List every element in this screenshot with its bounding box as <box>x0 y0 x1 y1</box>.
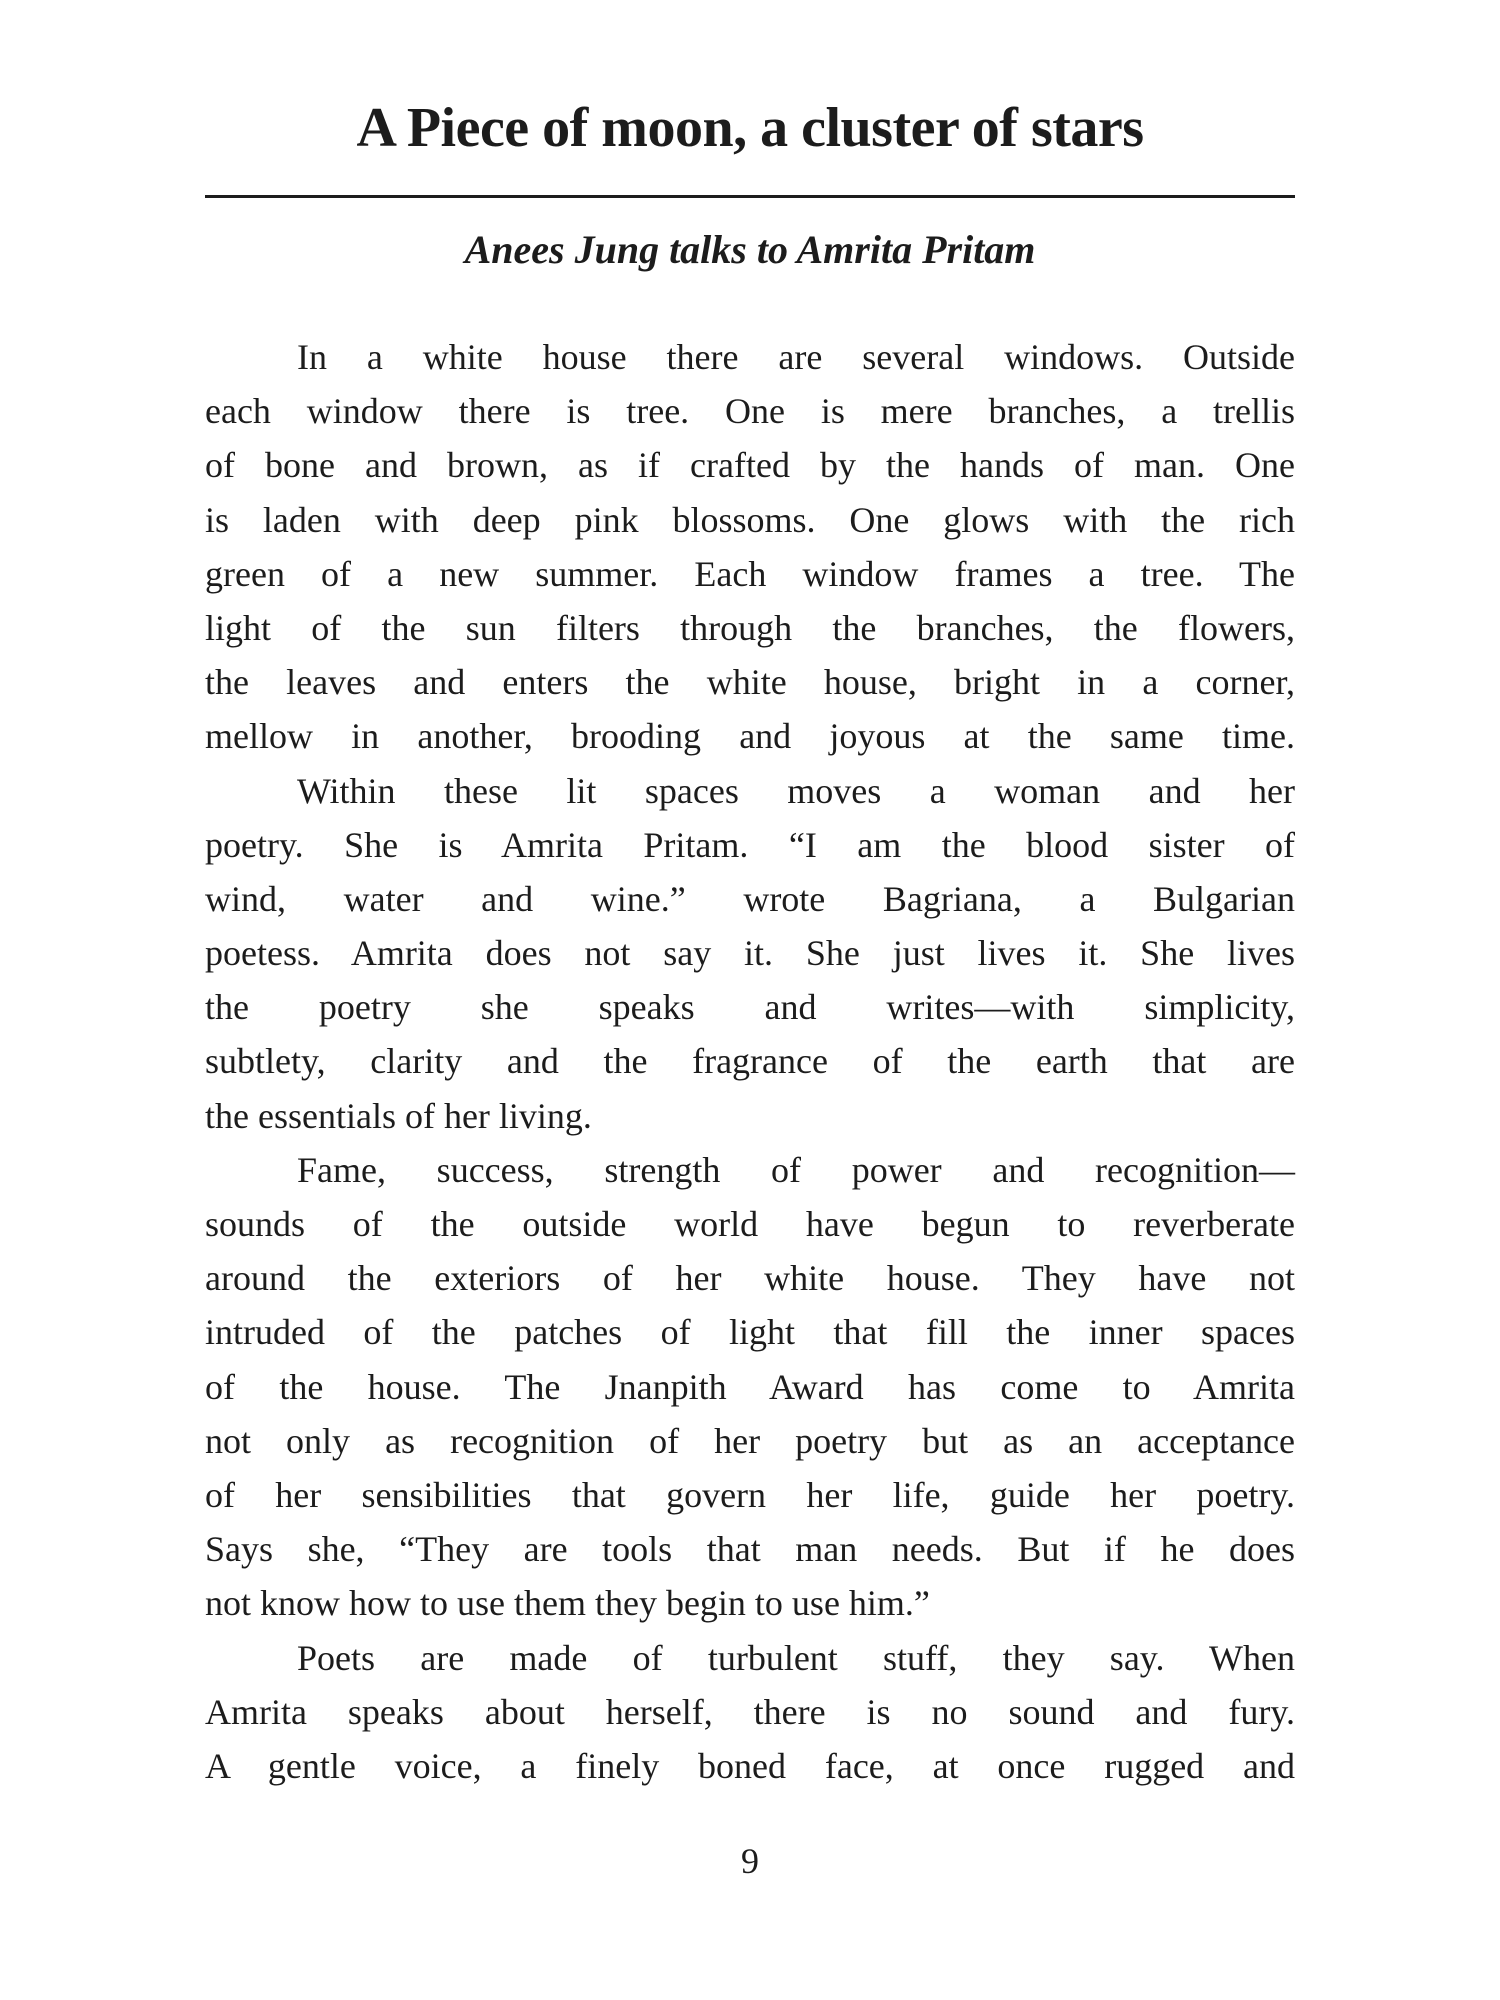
text-line: intruded of the patches of light that fill the inner spaces <box>205 1312 1295 1353</box>
chapter-subtitle: Anees Jung talks to Amrita Pritam <box>464 227 1036 272</box>
text-line: Within these lit spaces moves a woman and her <box>297 770 1295 811</box>
chapter-title: A Piece of moon, a cluster of stars <box>356 97 1144 159</box>
page-number: 9 <box>741 1841 759 1881</box>
text-line: poetess. Amrita does not say it. She just lives it. She lives <box>205 933 1295 974</box>
text-line: each window there is tree. One is mere branches, a trellis <box>205 391 1295 432</box>
text-line: Amrita speaks about herself, there is no sound and fury. <box>205 1691 1295 1732</box>
text-line: of bone and brown, as if crafted by the hands of man. One <box>205 445 1295 486</box>
text-line: poetry. She is Amrita Pritam. “I am the blood sister of <box>205 824 1295 865</box>
text-line: of her sensibilities that govern her life, guide her poetry. <box>205 1474 1295 1515</box>
body-text <box>205 330 1295 1793</box>
text-line: light of the sun filters through the branches, the flowers, <box>205 607 1295 648</box>
text-line: not know how to use them they begin to use him.” <box>205 1583 930 1624</box>
paragraph <box>205 1631 1295 1794</box>
text-line: wind, water and wine.” wrote Bagriana, a Bulgarian <box>205 878 1295 919</box>
text-line: the poetry she speaks and writes—with simplicity, <box>205 987 1295 1028</box>
text-line: is laden with deep pink blossoms. One glows with the rich <box>205 499 1295 540</box>
text-line: around the exteriors of her white house. They have not <box>205 1258 1295 1299</box>
text-line: subtlety, clarity and the fragrance of the earth that are <box>205 1041 1295 1082</box>
paragraph <box>205 1143 1295 1631</box>
paragraph <box>205 764 1295 1143</box>
text-line: Poets are made of turbulent stuff, they say. When <box>297 1637 1295 1678</box>
text-line: Says she, “They are tools that man needs. But if he does <box>205 1529 1295 1570</box>
text-line: sounds of the outside world have begun to reverberate <box>205 1204 1295 1244</box>
text-line: mellow in another, brooding and joyous at the same time. <box>205 716 1295 757</box>
paragraph <box>205 330 1295 764</box>
text-line: A gentle voice, a finely boned face, at once rugged and <box>205 1745 1295 1786</box>
text-line: the leaves and enters the white house, bright in a corner, <box>205 662 1295 703</box>
text-line: In a white house there are several windows. Outside <box>297 337 1295 377</box>
text-line: green of a new summer. Each window frames a tree. The <box>205 553 1295 594</box>
text-line: not only as recognition of her poetry but as an acceptance <box>205 1420 1295 1461</box>
text-line: Fame, success, strength of power and recognition— <box>297 1149 1295 1190</box>
text-line: of the house. The Jnanpith Award has come to Amrita <box>205 1366 1295 1407</box>
title-divider <box>205 195 1295 198</box>
text-line: the essentials of her living. <box>205 1095 592 1136</box>
